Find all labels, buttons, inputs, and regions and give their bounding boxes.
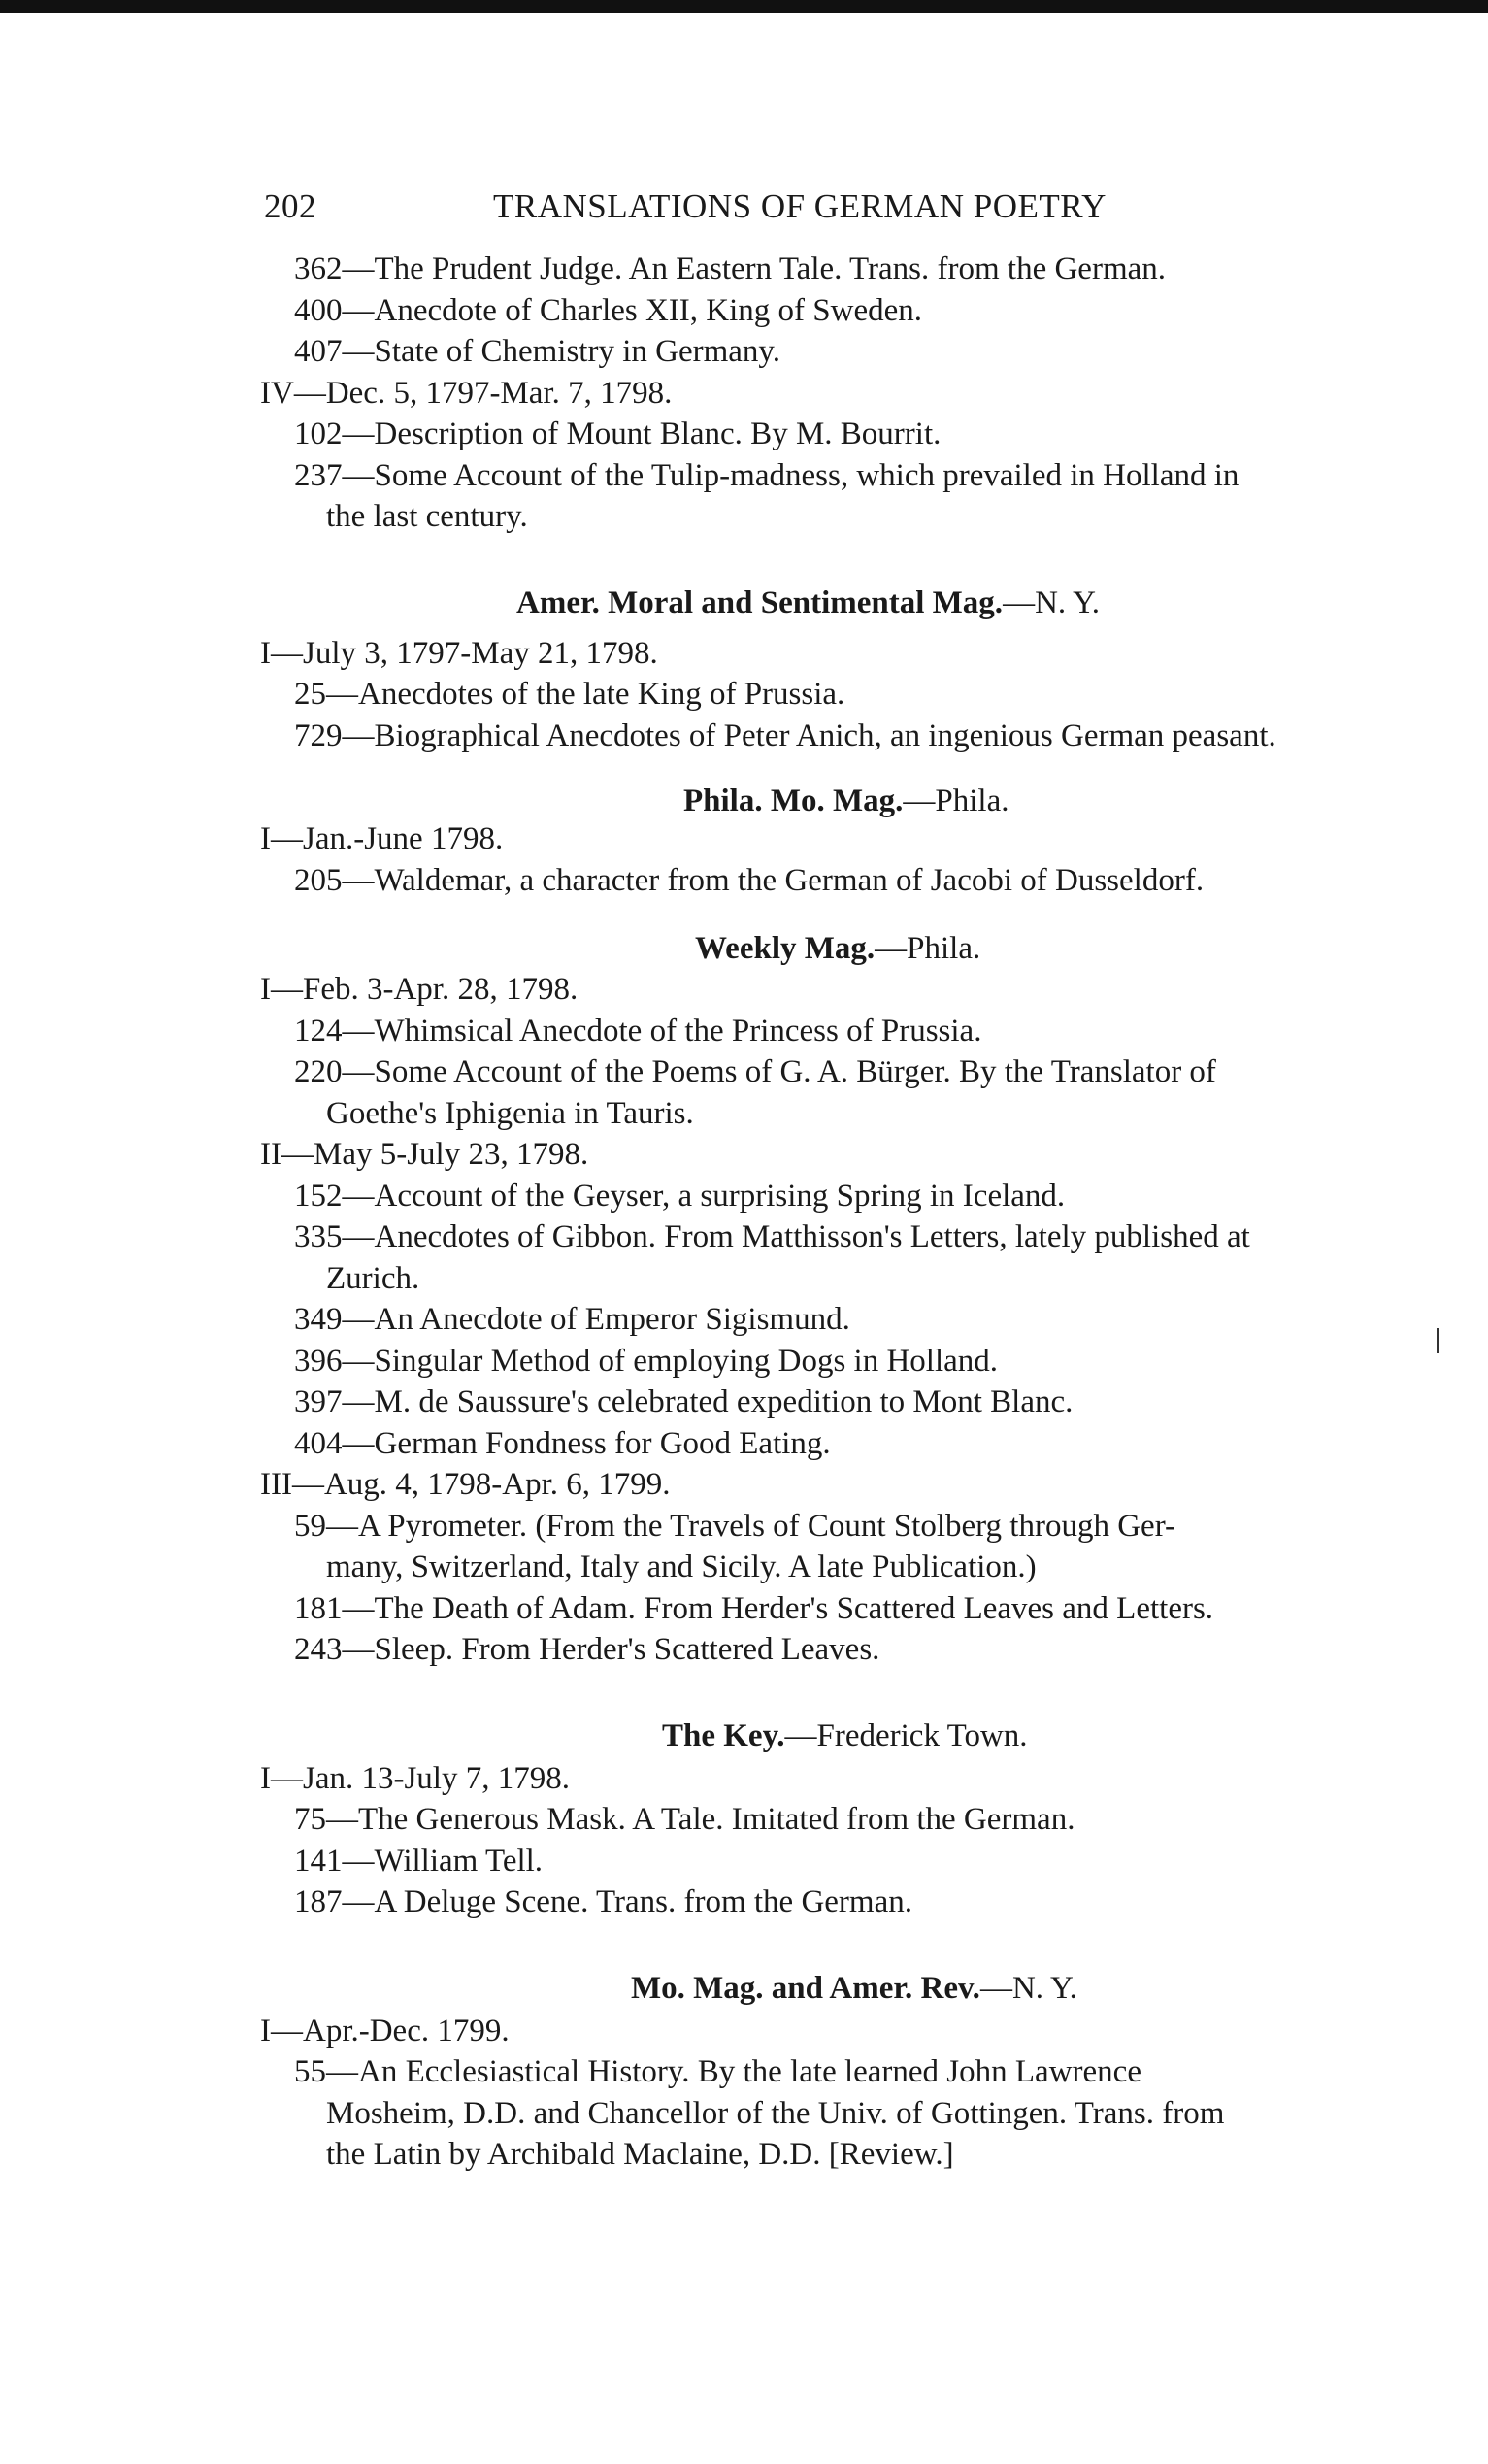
entry-line: 55—An Ecclesiastical History. By the late learned John Lawrence xyxy=(294,2054,1141,2089)
entry-line: 397—M. de Saussure's celebrated expedition to Mont Blanc. xyxy=(294,1384,1074,1419)
entry-line: 335—Anecdotes of Gibbon. From Matthisson's Letters, lately published at xyxy=(294,1219,1250,1254)
entry-line: 59—A Pyrometer. (From the Travels of Count Stolberg through Ger- xyxy=(294,1508,1176,1544)
entry-line: 75—The Generous Mask. A Tale. Imitated from the German. xyxy=(294,1802,1075,1837)
entry-continuation: the last century. xyxy=(326,499,528,534)
magazine-heading xyxy=(260,928,1464,969)
entry-line: 124—Whimsical Anecdote of the Princess of Prussia. xyxy=(294,1013,982,1049)
entry-line: 205—Waldemar, a character from the German of Jacobi of Dusseldorf. xyxy=(294,862,1205,898)
volume-line: I—July 3, 1797-May 21, 1798. xyxy=(260,635,658,671)
magazine-heading xyxy=(260,581,1464,625)
magazine-place: —N. Y. xyxy=(1003,584,1100,620)
magazine-heading xyxy=(260,783,1464,818)
entry-line: 25—Anecdotes of the late King of Prussia. xyxy=(294,677,845,712)
entry-line: 102—Description of Mount Blanc. By M. Bourrit. xyxy=(294,416,942,451)
magazine-place: —Phila. xyxy=(903,783,1009,818)
entry-line: 243—Sleep. From Herder's Scattered Leaves. xyxy=(294,1632,880,1667)
entry-continuation: the Latin by Archibald Maclaine, D.D. [Review.] xyxy=(326,2137,954,2172)
entry-line: 152—Account of the Geyser, a surprising Spring in Iceland. xyxy=(294,1178,1066,1214)
entry-line: 400—Anecdote of Charles XII, King of Sweden. xyxy=(294,292,923,328)
entry-continuation: Goethe's Iphigenia in Tauris. xyxy=(326,1095,694,1131)
magazine-place: —Phila. xyxy=(875,931,981,966)
volume-line: I—Jan.-June 1798. xyxy=(260,821,504,856)
entry-line: 404—German Fondness for Good Eating. xyxy=(294,1425,831,1461)
entry-line: 396—Singular Method of employing Dogs in Holland. xyxy=(294,1343,999,1379)
page-content xyxy=(260,183,1464,2176)
volume-line: I—Apr.-Dec. 1799. xyxy=(260,2013,510,2048)
top-border-rule xyxy=(0,0,1488,13)
entry-line: 407—State of Chemistry in Germany. xyxy=(294,334,781,369)
magazine-title: Amer. Moral and Sentimental Mag. xyxy=(516,584,1004,620)
magazine-title: The Key. xyxy=(662,1717,785,1753)
running-head xyxy=(260,183,1464,231)
volume-line: IV—Dec. 5, 1797-Mar. 7, 1798. xyxy=(260,375,673,411)
entry-line: 237—Some Account of the Tulip-madness, which prevailed in Holland in xyxy=(294,457,1240,493)
entry-line: 349—An Anecdote of Emperor Sigismund. xyxy=(294,1302,850,1337)
running-title: TRANSLATIONS OF GERMAN POETRY xyxy=(493,187,1107,225)
magazine-title: Phila. Mo. Mag. xyxy=(683,783,904,818)
volume-line: I—Jan. 13-July 7, 1798. xyxy=(260,1760,570,1796)
entry-line: 729—Biographical Anecdotes of Peter Anich, an ingenious German peasant. xyxy=(294,717,1276,753)
entry-line: 141—William Tell. xyxy=(294,1843,544,1879)
magazine-place: —N. Y. xyxy=(979,1970,1077,2006)
magazine-heading xyxy=(260,1966,1464,2011)
entry-line: 362—The Prudent Judge. An Eastern Tale. Trans. from the German. xyxy=(294,251,1167,286)
margin-mark xyxy=(1437,1328,1439,1353)
magazine-place: —Frederick Town. xyxy=(784,1717,1028,1753)
page-number: 202 xyxy=(264,187,316,225)
magazine-title: Weekly Mag. xyxy=(695,931,876,966)
volume-line: II—May 5-July 23, 1798. xyxy=(260,1137,589,1172)
entry-line: 181—The Death of Adam. From Herder's Scattered Leaves and Letters. xyxy=(294,1590,1214,1626)
entry-continuation: many, Switzerland, Italy and Sicily. A late Publication.) xyxy=(326,1549,1037,1584)
magazine-title: Mo. Mag. and Amer. Rev. xyxy=(631,1970,980,2006)
entry-continuation: Mosheim, D.D. and Chancellor of the Univ. of Gottingen. Trans. from xyxy=(326,2095,1225,2131)
entry-continuation: Zurich. xyxy=(326,1260,420,1296)
volume-line: III—Aug. 4, 1798-Apr. 6, 1799. xyxy=(260,1467,671,1502)
entry-line: 187—A Deluge Scene. Trans. from the German. xyxy=(294,1884,912,1919)
magazine-heading xyxy=(260,1714,1464,1758)
volume-line: I—Feb. 3-Apr. 28, 1798. xyxy=(260,972,579,1007)
entry-line: 220—Some Account of the Poems of G. A. Bürger. By the Translator of xyxy=(294,1054,1216,1089)
